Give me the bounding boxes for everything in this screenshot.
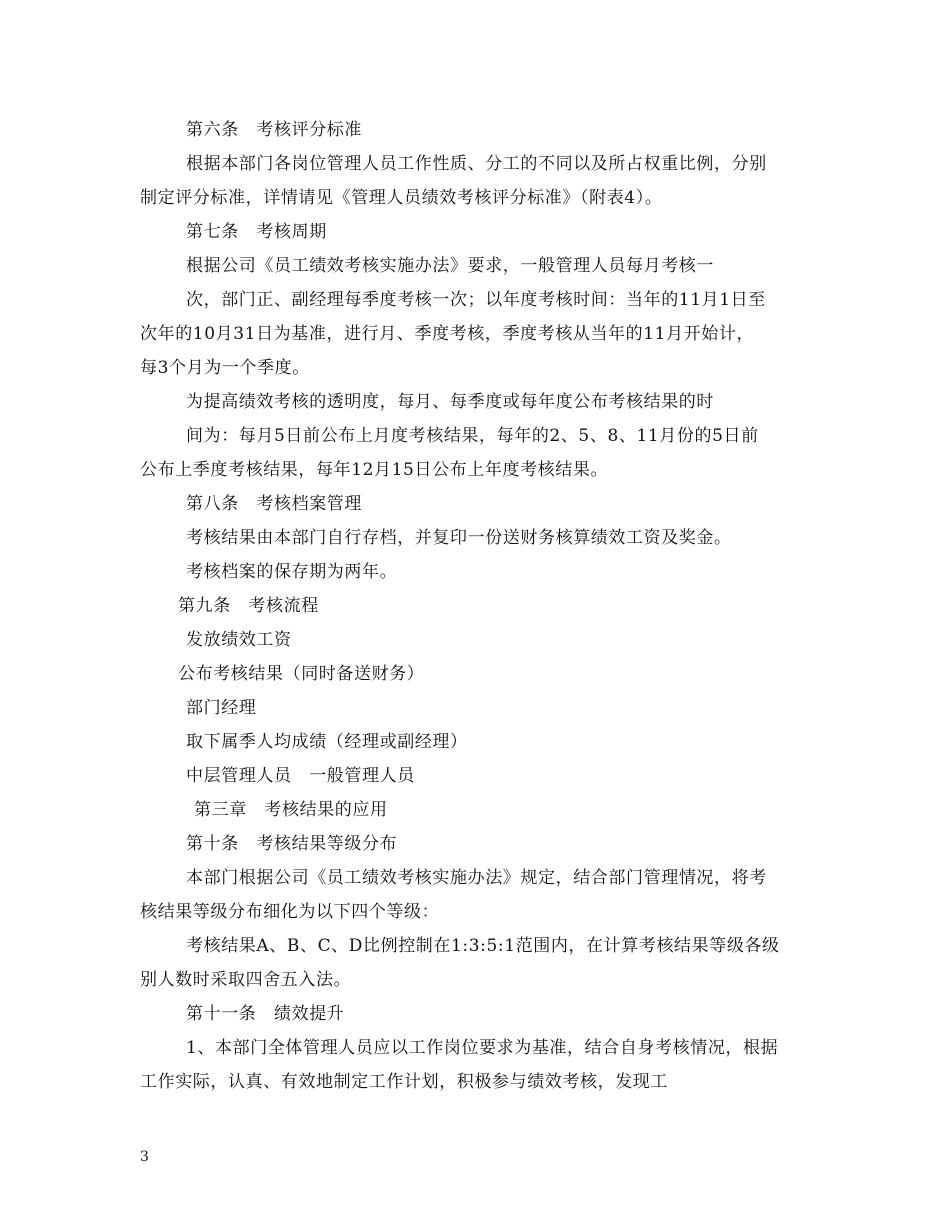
paragraph-line: 根据公司《员工绩效考核实施办法》要求，一般管理人员每月考核一	[186, 256, 714, 276]
article-6-heading: 第六条 考核评分标准	[186, 120, 362, 140]
article-8-heading: 第八条 考核档案管理	[186, 494, 362, 514]
paragraph-line: 间为：每月5日前公布上月度考核结果，每年的2、5、8、11月份的5日前	[186, 426, 759, 446]
article-11-heading: 第十一条 绩效提升	[186, 1004, 345, 1024]
page-number: 3	[140, 1149, 149, 1165]
flow-step-line: 取下属季人均成绩（经理或副经理）	[186, 732, 468, 752]
paragraph-line: 每3个月为一个季度。	[140, 358, 310, 378]
paragraph-line: 考核档案的保存期为两年。	[186, 562, 398, 582]
flow-step-line: 中层管理人员 一般管理人员	[186, 766, 415, 786]
paragraph-line: 1、本部门全体管理人员应以工作岗位要求为基准，结合自身考核情况，根据	[186, 1038, 779, 1058]
paragraph-line: 公布上季度考核结果，每年12月15日公布上年度考核结果。	[140, 460, 609, 480]
paragraph-line: 考核结果A、B、C、D比例控制在1:3:5:1范围内，在计算考核结果等级各级	[186, 936, 780, 956]
paragraph-line: 为提高绩效考核的透明度，每月、每季度或每年度公布考核结果的时	[186, 392, 714, 412]
chapter-3-heading: 第三章 考核结果的应用	[194, 800, 388, 820]
flow-step-line: 公布考核结果（同时备送财务）	[178, 664, 425, 684]
paragraph-line: 别人数时采取四舍五入法。	[140, 970, 352, 990]
paragraph-line: 次，部门正、副经理每季度考核一次；以年度考核时间：当年的11月1日至	[186, 290, 766, 310]
flow-step-line: 部门经理	[186, 698, 257, 718]
paragraph-line: 次年的10月31日为基准，进行月、季度考核，季度考核从当年的11月开始计，	[140, 324, 755, 344]
paragraph-line: 工作实际，认真、有效地制定工作计划，积极参与绩效考核，发现工	[140, 1072, 668, 1092]
article-10-heading: 第十条 考核结果等级分布	[186, 834, 398, 854]
paragraph-line: 制定评分标准，详情请见《管理人员绩效考核评分标准》（附表4）。	[140, 188, 663, 208]
article-9-heading: 第九条 考核流程	[178, 596, 319, 616]
paragraph-line: 本部门根据公司《员工绩效考核实施办法》规定，结合部门管理情况，将考	[186, 868, 767, 888]
paragraph-line: 根据本部门各岗位管理人员工作性质、分工的不同以及所占权重比例，分别	[186, 154, 767, 174]
article-7-heading: 第七条 考核周期	[186, 222, 327, 242]
paragraph-line: 核结果等级分布细化为以下四个等级：	[140, 902, 440, 922]
paragraph-line: 考核结果由本部门自行存档，并复印一份送财务核算绩效工资及奖金。	[186, 528, 732, 548]
flow-step-line: 发放绩效工资	[186, 630, 292, 650]
